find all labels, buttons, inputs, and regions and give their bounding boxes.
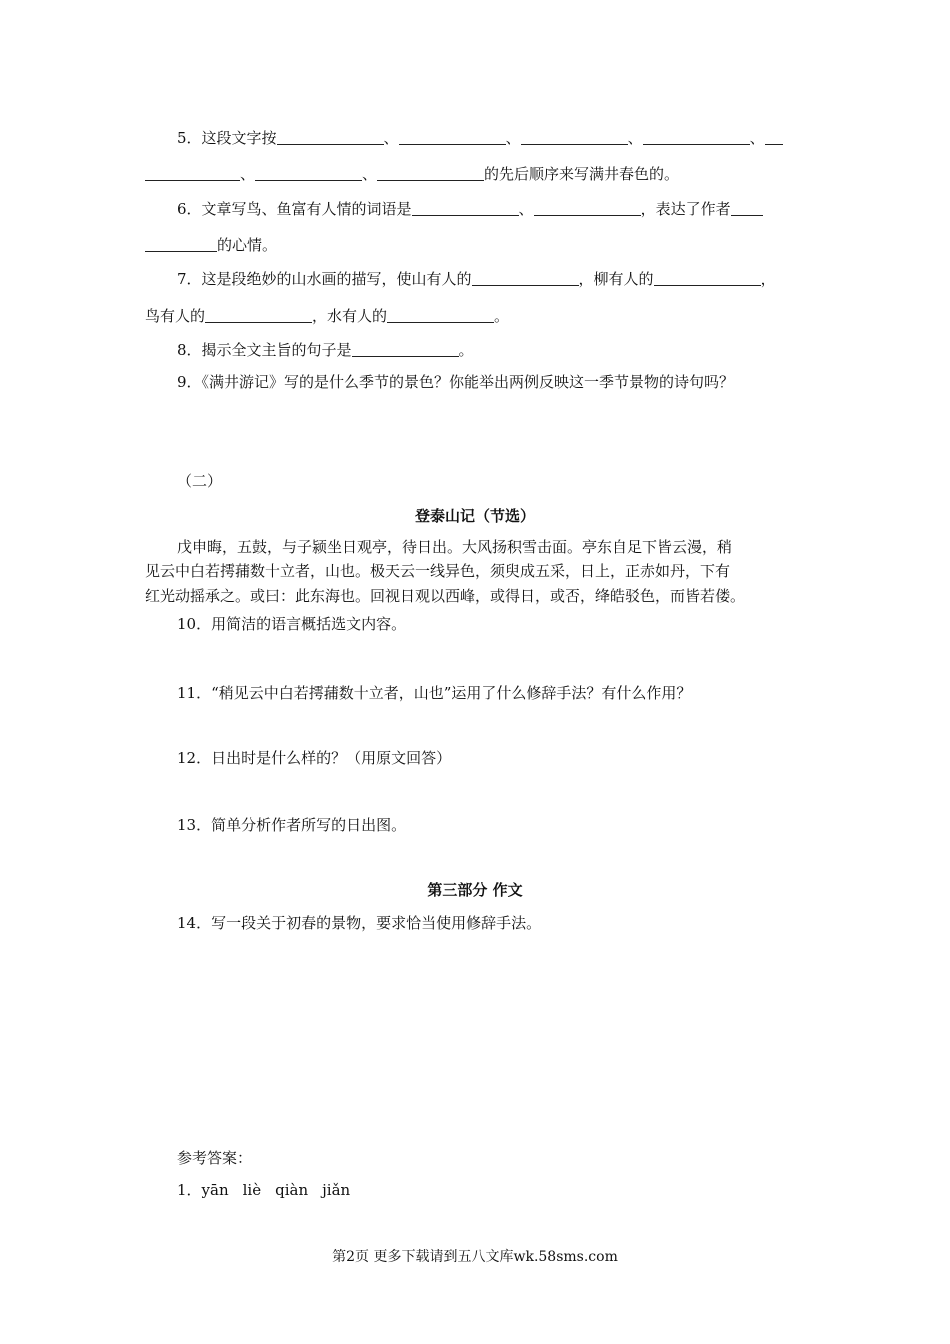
question-6-line-2 bbox=[145, 235, 815, 255]
answer-blank[interactable] bbox=[255, 166, 362, 181]
answer-blank[interactable] bbox=[399, 130, 506, 145]
passage-line-3: 红光动摇承之。或曰：此东海也。回视日观以西峰，或得日，或否，绛皓驳色，而皆若偻。 bbox=[145, 587, 746, 605]
part-3-title: 第三部分 作文 bbox=[427, 881, 523, 899]
passage-title: 登泰山记（节选） bbox=[414, 507, 535, 525]
answer-blank[interactable] bbox=[205, 308, 312, 323]
passage-line-2: 见云中白若摴蒱数十立者，山也。极天云一线异色，须臾成五采，日上，正赤如丹，下有 bbox=[145, 562, 731, 580]
separator: 、 bbox=[627, 129, 643, 147]
question-6-text-end: 的心情。 bbox=[217, 236, 278, 254]
question-6-line-1 bbox=[177, 199, 847, 219]
question-5-line-1 bbox=[177, 128, 847, 148]
question-10: 10．用简洁的语言概括选文内容。 bbox=[177, 615, 407, 633]
answer-blank[interactable] bbox=[534, 201, 641, 216]
answer-blank[interactable] bbox=[145, 166, 240, 181]
question-14: 14．写一段关于初春的景物，要求恰当使用修辞手法。 bbox=[177, 914, 542, 932]
question-8-text: 8．揭示全文主旨的句子是 bbox=[177, 341, 352, 359]
separator: 、 bbox=[518, 200, 534, 218]
question-7-text-2: 鸟有人的 bbox=[145, 307, 206, 325]
answer-blank[interactable] bbox=[377, 166, 484, 181]
separator: ， bbox=[760, 270, 776, 288]
answer-blank[interactable] bbox=[145, 237, 217, 252]
answer-blank[interactable] bbox=[412, 201, 519, 216]
page-footer: 第2页 更多下载请到五八文库wk.58sms.com bbox=[332, 1249, 618, 1265]
question-5-line-2 bbox=[145, 164, 815, 184]
question-12: 12．日出时是什么样的？（用原文回答） bbox=[177, 749, 452, 767]
question-7-line-1 bbox=[177, 269, 847, 289]
question-7-text-3: ，水有人的 bbox=[312, 307, 388, 325]
answers-label: 参考答案： bbox=[177, 1149, 253, 1167]
separator: 、 bbox=[505, 129, 521, 147]
answer-1 bbox=[177, 1180, 847, 1200]
answer-blank[interactable] bbox=[731, 201, 763, 216]
answer-blank[interactable] bbox=[277, 130, 384, 145]
answer-blank[interactable] bbox=[643, 130, 750, 145]
question-9: 9．《满井游记》写的是什么季节的景色？你能举出两例反映这一季节景物的诗句吗？ bbox=[177, 373, 735, 391]
separator: 。 bbox=[458, 341, 474, 359]
question-5-text: 5．这段文字按 bbox=[177, 129, 277, 147]
separator: 、 bbox=[383, 129, 399, 147]
question-8 bbox=[177, 340, 847, 360]
question-11: 11．“稍见云中白若摴蒱数十立者，山也”运用了什么修辞手法？有什么作用？ bbox=[177, 684, 692, 702]
pinyin: yān bbox=[201, 1181, 229, 1199]
separator: 、 bbox=[749, 129, 765, 147]
passage-line-1: 戊申晦，五鼓，与子颍坐日观亭，待日出。大风扬积雪击面。亭东自足下皆云漫，稍 bbox=[177, 538, 733, 556]
pinyin: liè bbox=[242, 1181, 262, 1199]
pinyin: jiǎn bbox=[322, 1181, 351, 1199]
section-2-label: （二） bbox=[177, 472, 223, 490]
question-7-text: 7．这是段绝妙的山水画的描写，使山有人的 bbox=[177, 270, 472, 288]
answer-blank[interactable] bbox=[654, 271, 761, 286]
question-6-text-mid: ，表达了作者 bbox=[640, 200, 731, 218]
separator: 、 bbox=[362, 165, 378, 183]
question-13: 13．简单分析作者所写的日出图。 bbox=[177, 816, 407, 834]
pinyin: qiàn bbox=[275, 1181, 309, 1199]
separator: 、 bbox=[240, 165, 256, 183]
answer-1-number: 1． bbox=[177, 1181, 202, 1199]
answer-blank[interactable] bbox=[765, 130, 783, 145]
answer-blank[interactable] bbox=[521, 130, 628, 145]
question-6-text: 6．文章写鸟、鱼富有人情的词语是 bbox=[177, 200, 412, 218]
question-7-text-mid: ，柳有人的 bbox=[578, 270, 654, 288]
answer-blank[interactable] bbox=[352, 342, 459, 357]
separator: 。 bbox=[494, 307, 510, 325]
answer-blank[interactable] bbox=[472, 271, 579, 286]
question-5-text-end: 的先后顺序来写满井春色的。 bbox=[484, 165, 680, 183]
question-7-line-2 bbox=[145, 306, 815, 326]
answer-blank[interactable] bbox=[387, 308, 494, 323]
